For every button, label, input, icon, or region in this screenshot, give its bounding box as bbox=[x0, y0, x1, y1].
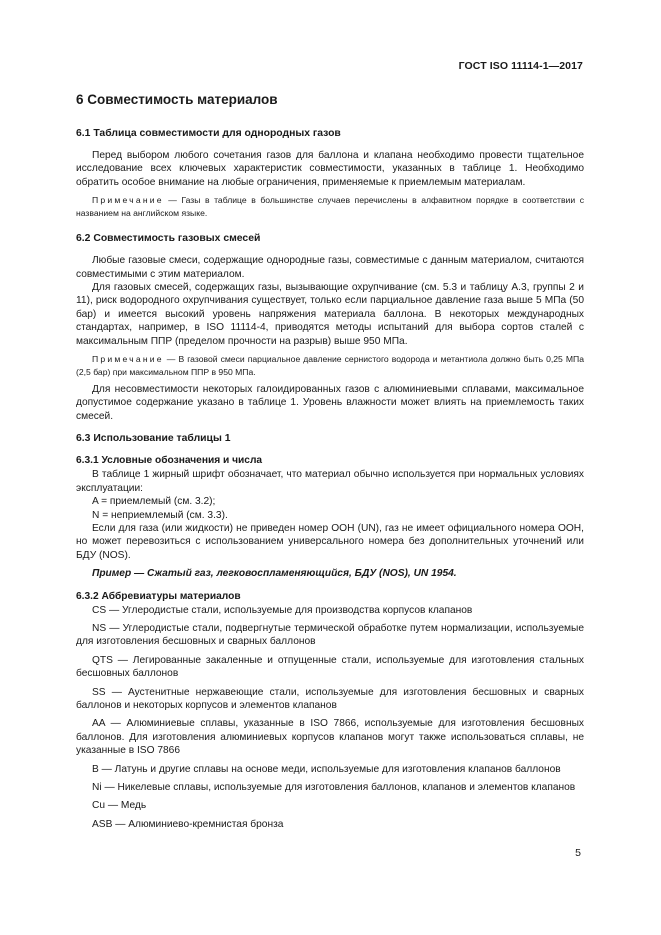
legend-n: N = неприемлемый (см. 3.3). bbox=[92, 509, 228, 521]
abbrev-item: Ni — Никелевые сплавы, используемые для изготовления баллонов, клапанов и элементов клапанов bbox=[92, 782, 576, 793]
example: Пример — Сжатый газ, легковоспламеняющийся, БДУ (NOS), UN 1954. bbox=[92, 568, 457, 580]
subsection-6-3-2-title: 6.3.2 Аббревиатуры материалов bbox=[76, 590, 241, 602]
subsection-6-3-1-title: 6.3.1 Условные обозначения и числа bbox=[76, 455, 263, 467]
abbrev-item: Cu — Медь bbox=[92, 800, 147, 812]
note-text: — Газы в таблице в большинстве случаев перечислены в алфавитном порядке в соответствии с названием на английском языке. bbox=[76, 195, 584, 218]
paragraph: Для газовых смесей, содержащих газы, вызывающие охрупчивание (см. 5.3 и таблицу А.3, группы 2 и 11), риск водородного охрупчивания существует, только если парциальное давление газа выше 5 МПа (50 бар) и имеется высокий уровень напряжения материала баллона. В некоторых международных стандартах, например, в ISO 11114-4, приводятся методы испытаний для выбора сортов сталей с максимальным ППР (пределом прочности на разрыв) выше 950 МПа. bbox=[76, 282, 584, 347]
abbrev-item: AA — Алюминиевые сплавы, указанные в ISO 7866, используемые для изготовления бесшовных баллонов. Для изготовления алюминиевых корпусов клапанов могут также использоваться сплавы, не указанные в ISO 7866 bbox=[76, 718, 584, 757]
document-header: ГОСТ ISO 11114-1—2017 bbox=[458, 60, 583, 72]
paragraph: Любые газовые смеси, содержащие однородные газы, совместимые с данным материалом, считаются совместимыми с этим материалом. bbox=[76, 255, 584, 280]
paragraph: Для несовместимости некоторых галоидированных газов с алюминиевыми сплавами, максимальное допустимое содержание указано в таблице 1. Уровень влажности может влиять на приемлемость таких смесей. bbox=[76, 384, 584, 422]
note-label: Примечание bbox=[92, 354, 164, 365]
abbrev-item: NS — Углеродистые стали, подвергнутые термической обработке путем нормализации, используемые для изготовления бесшовных и сварных баллонов bbox=[76, 622, 584, 648]
legend-a: A = приемлемый (см. 3.2); bbox=[92, 496, 216, 508]
abbrev-item: QTS — Легированные закаленные и отпущенные стали, используемые для изготовления стальных бесшовных баллонов bbox=[76, 654, 584, 680]
subsection-6-1-title: 6.1 Таблица совместимости для однородных газов bbox=[76, 128, 341, 139]
abbrev-item: B — Латунь и другие сплавы на основе меди, используемые для изготовления клапанов баллонов bbox=[92, 763, 561, 775]
note-label: Примечание bbox=[92, 195, 164, 206]
note bbox=[76, 194, 584, 219]
subsection-6-3-title: 6.3 Использование таблицы 1 bbox=[76, 433, 231, 445]
subsection-6-2-title: 6.2 Совместимость газовых смесей bbox=[76, 233, 261, 245]
page-number: 5 bbox=[575, 847, 581, 859]
section-title: 6 Совместимость материалов bbox=[76, 92, 278, 107]
abbrev-item: CS — Углеродистые стали, используемые для производства корпусов клапанов bbox=[92, 604, 473, 616]
page-content bbox=[76, 92, 584, 831]
note bbox=[76, 353, 584, 378]
abbrev-item: SS — Аустенитные нержавеющие стали, используемые для изготовления бесшовных и сварных баллонов и некоторых корпусов и элементов клапанов bbox=[76, 686, 584, 711]
note-text: — В газовой смеси парциальное давление сернистого водорода и метантиола должно быть 0,25 МПа (2,5 бар) при максимальном ППР в 950 МПа. bbox=[76, 354, 584, 377]
abbrev-item: ASB — Алюминиево-кремнистая бронза bbox=[92, 818, 284, 830]
paragraph: Перед выбором любого сочетания газов для баллона и клапана необходимо провести тщательное исследование всех ключевых характеристик совместимости, указанных в таблице 1. Необходимо обратить особое внимание на любые ограничения, применяемые к приемлемым материалам. bbox=[76, 150, 584, 188]
paragraph: Если для газа (или жидкости) не приведен номер ООН (UN), газ не имеет официального номера ООН, но может перевозиться с использованием универсального номера без дополнительных уточнений или БДУ (NOS). bbox=[76, 522, 584, 561]
paragraph: В таблице 1 жирный шрифт обозначает, что материал обычно используется при нормальных условиях эксплуатации: bbox=[76, 469, 584, 494]
